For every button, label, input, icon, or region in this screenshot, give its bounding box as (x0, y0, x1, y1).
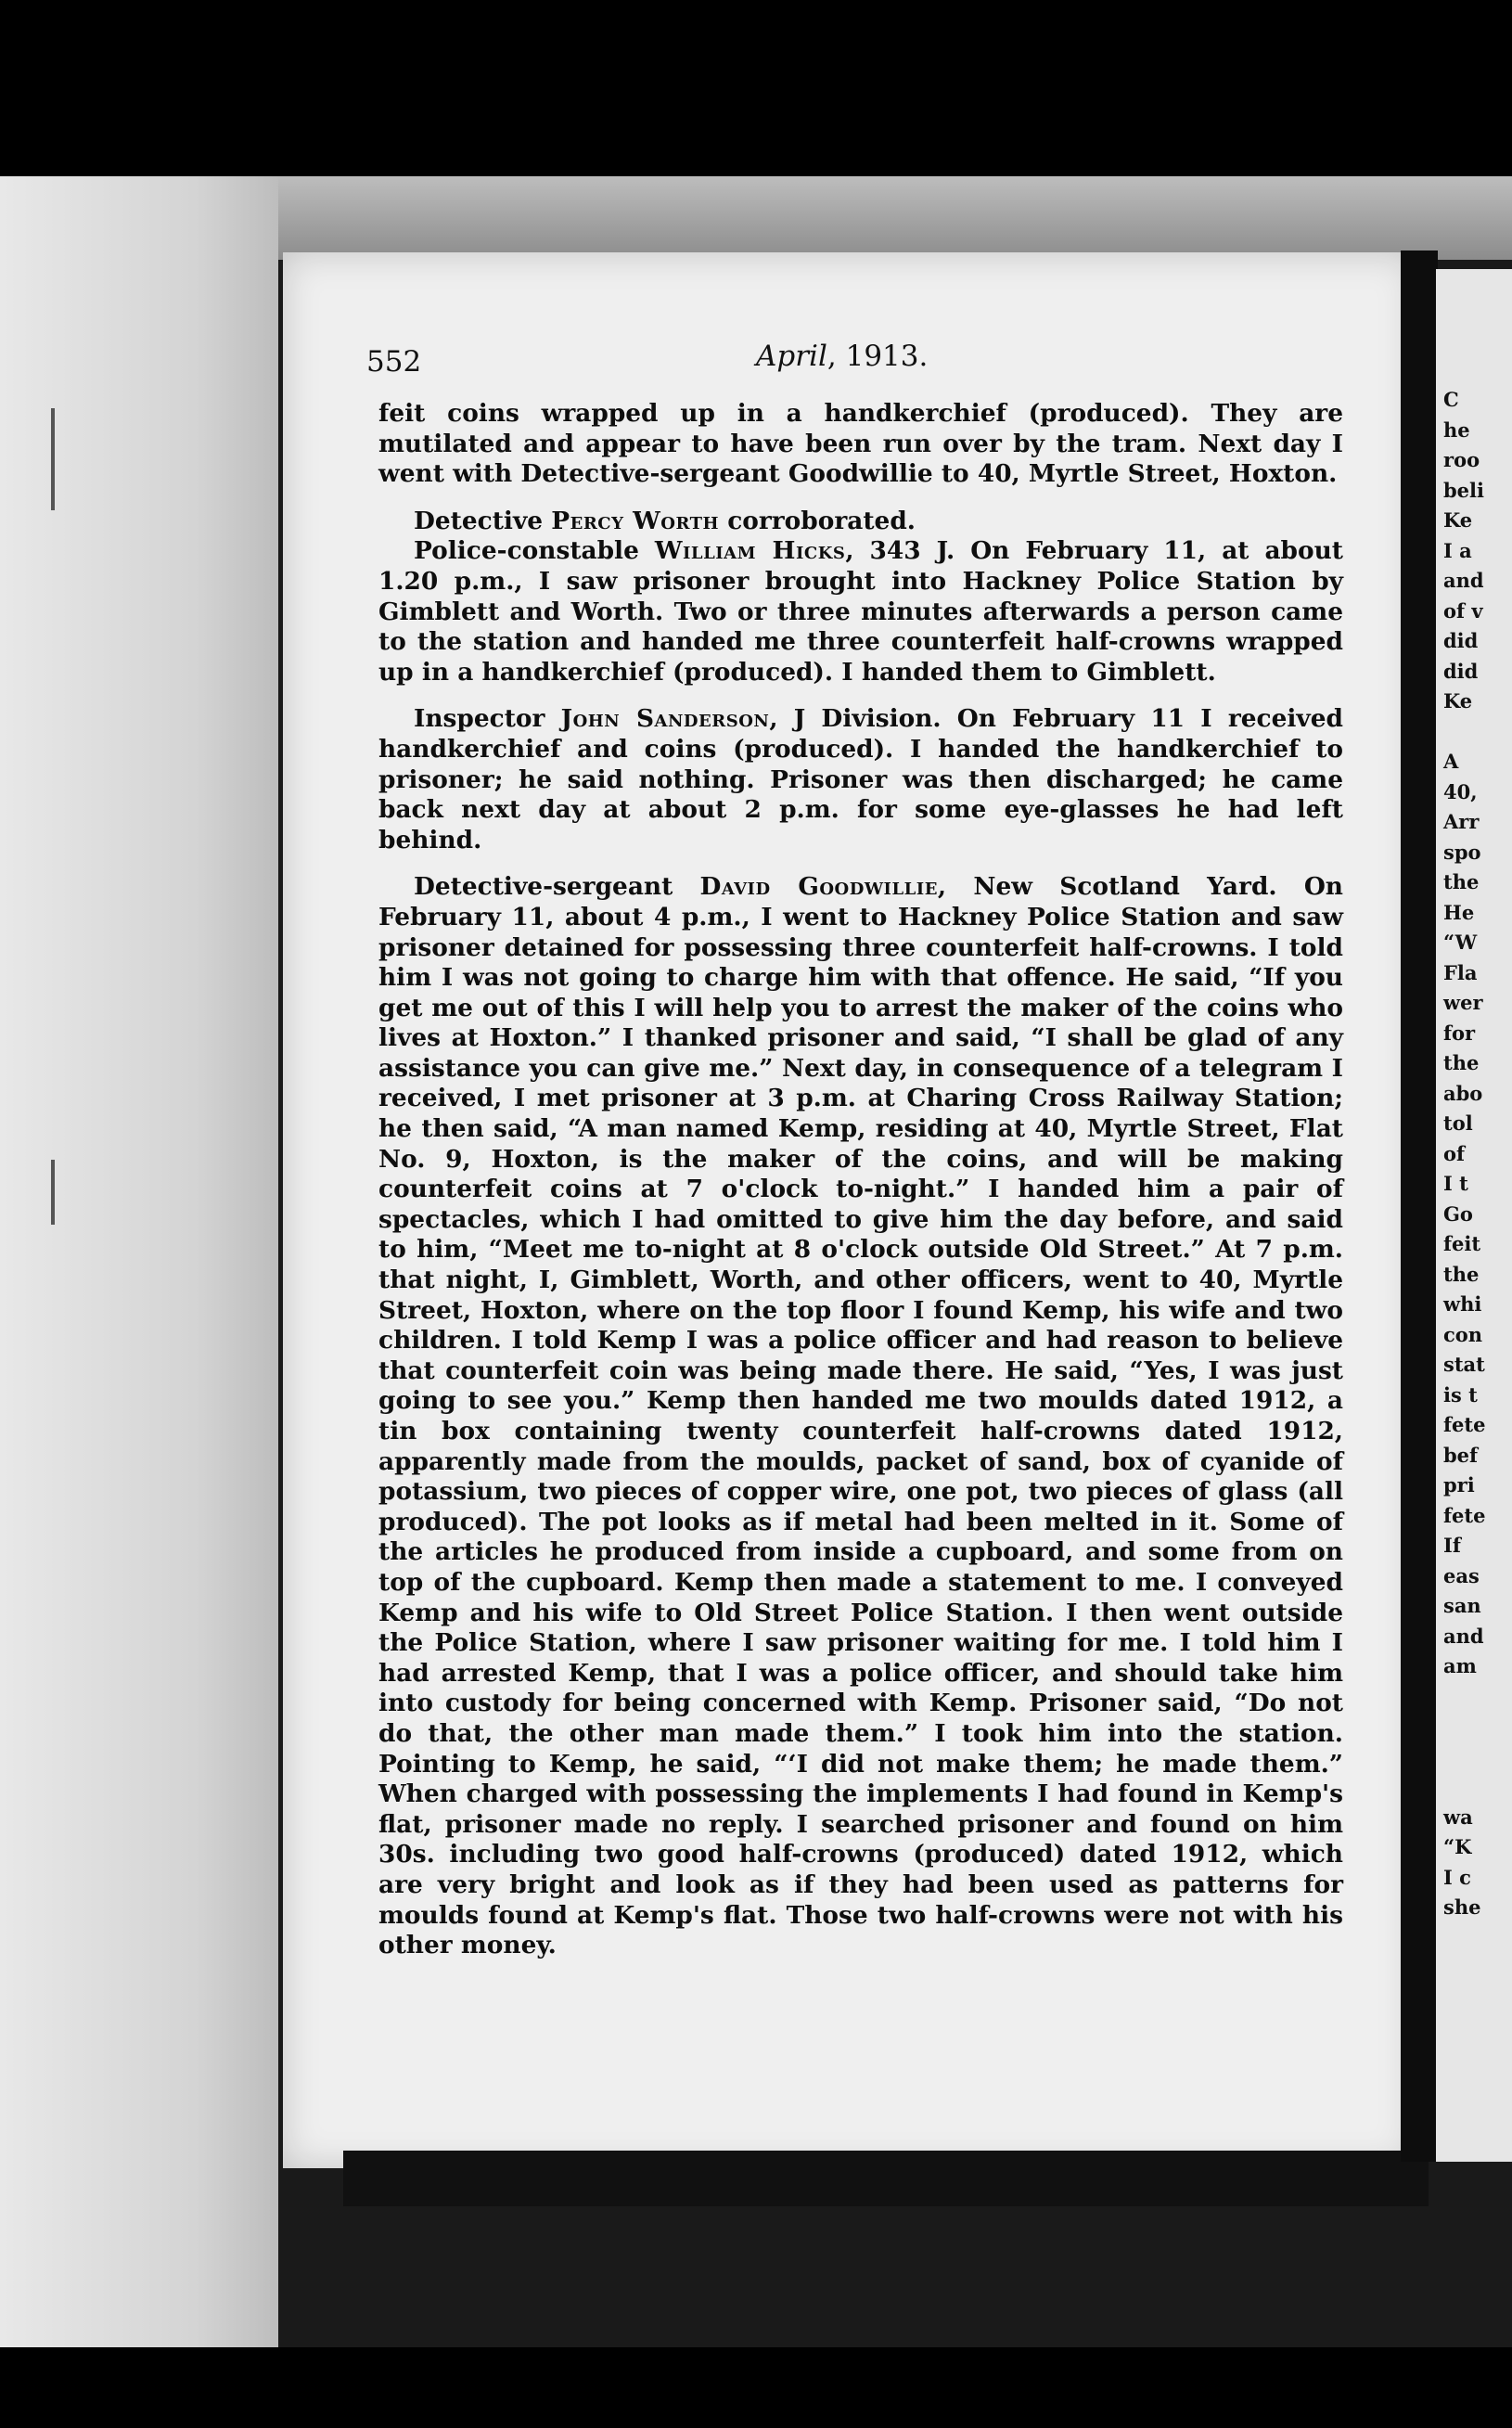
top-strip (278, 176, 1512, 260)
page-shadow (343, 2151, 1429, 2206)
running-head-year: , 1913. (826, 340, 929, 373)
book-gutter (1401, 251, 1438, 2162)
paragraph-lead: Inspector (414, 704, 561, 734)
paragraph-text: , New Scotland Yard. On February 11, about 4 p.m., I went to Hackney Police Station and saw prisoner detained for possessing three counterfeit half-crowns. I told him I was not going to charge him with that offence. He said, “If you get me out of this I will help you to arrest the maker of the coins who lives at Hoxton.” I thanked prisoner and said, “I shall be glad of any assistance you can give me.” Next day, in consequence of a telegram I received, I met prisoner at 3 p.m. at Charing Cross Railway Station; he then said, “A man named Kemp, residing at 40, Myrtle Street, Flat No. 9, Hoxton, is the maker of the coins, and will be making counterfeit coins at 7 o'clock to-night.” I handed him a pair of spectacles, which I had omitted to give him the day before, and said to him, “Meet me to-night at 8 o'clock outside Old Street.” At 7 p.m. that night, I, Gimblett, Worth, and other officers, went to 40, Myrtle Street, Hoxton, where on the top floor I found Kemp, his wife and two children. I told Kemp I was a police officer and had reason to believe that counterfeit coin was being made there. He said, “Yes, I was just going to see you.” Kemp then handed me two moulds dated 1912, a tin box containing twenty counterfeit half-crowns dated 1912, apparently made from the moulds, packet of sand, box of cyanide of potassium, two pieces of copper wire, one pot, two pieces of glass (all produced). The pot looks as if metal had been melted in it. Some of the articles he produced from inside a cupboard, and some from on top of the cupboard. Kemp then made a statement to me. I conveyed Kemp and his wife to Old Street Police Station. I then went outside the Police Station, where I saw prisoner waiting for me. I told him I had arrested Kemp, that I was a police officer, and should take him into custody for being concerned with Kemp. Prisoner said, “Do not do that, the other man made them.” I took him into the station. Pointing to Kemp, he said, “‘I did not make them; he made them.” When charged with possessing the implements I had found in Kemp's flat, prisoner made no reply. I searched prisoner and found on him 30s. including two good half-crowns (produced) dated 1912, which are very bright and look as if they had been used as patterns for moulds found at Kemp's flat. Those two half-crowns were not with his other money. (378, 872, 1343, 1960)
paragraph (378, 507, 1343, 537)
paragraph-text: , J Division. On February 11 I received handkerchief and coins (produced). I handed the handkerchief to prisoner; he said nothing. Prisoner was then discharged; he came back next day at about 2 p.m. for some eye-glasses he had left behind. (378, 704, 1343, 854)
facing-page-text: C he roo beli Ke I a and of v did did Ke A 40, Arr spo the He “W Fla wer for the abo tol of I t Go feit the whi con stat is t fete bef pri fete If eas san and am wa “K I c she (1443, 388, 1486, 1919)
margin-mark (51, 1160, 55, 1225)
paragraph-lead: Detective (414, 506, 552, 535)
witness-name: William Hicks (654, 536, 846, 566)
running-head (756, 340, 928, 373)
witness-name: Percy Worth (551, 506, 720, 535)
paragraph-text: feit coins wrapped up in a handkerchief (produced). They are mutilated and appear to have been run over by the tram. Next day I went with Detective-sergeant Goodwillie to 40, Myrtle Street, Hoxton. (378, 399, 1343, 489)
paragraph-lead: Detective-sergeant (414, 872, 700, 902)
page-header (366, 340, 1350, 392)
witness-name: John Sanderson (560, 704, 770, 734)
body-text (378, 399, 1343, 1961)
left-margin (0, 176, 278, 2347)
page-number: 552 (366, 345, 422, 379)
paragraph-lead: Police-constable (414, 536, 655, 566)
paragraph (378, 399, 1343, 490)
paragraph-text: , 343 J. On February 11, at about 1.20 p.m., I saw prisoner brought into Hackney Police Station by Gimblett and Worth. Two or three minutes afterwards a person came to the station and handed me three counterfeit half-crowns wrapped up in a handkerchief (produced). I handed them to Gimblett. (378, 536, 1343, 687)
margin-mark (51, 408, 55, 510)
paragraph-text: corroborated. (719, 506, 916, 535)
witness-name: David Goodwillie (699, 872, 938, 902)
running-head-month: April (756, 340, 827, 373)
paragraph (378, 704, 1343, 855)
paragraph (378, 872, 1343, 1960)
facing-page (1436, 269, 1512, 2162)
paragraph (378, 536, 1343, 687)
